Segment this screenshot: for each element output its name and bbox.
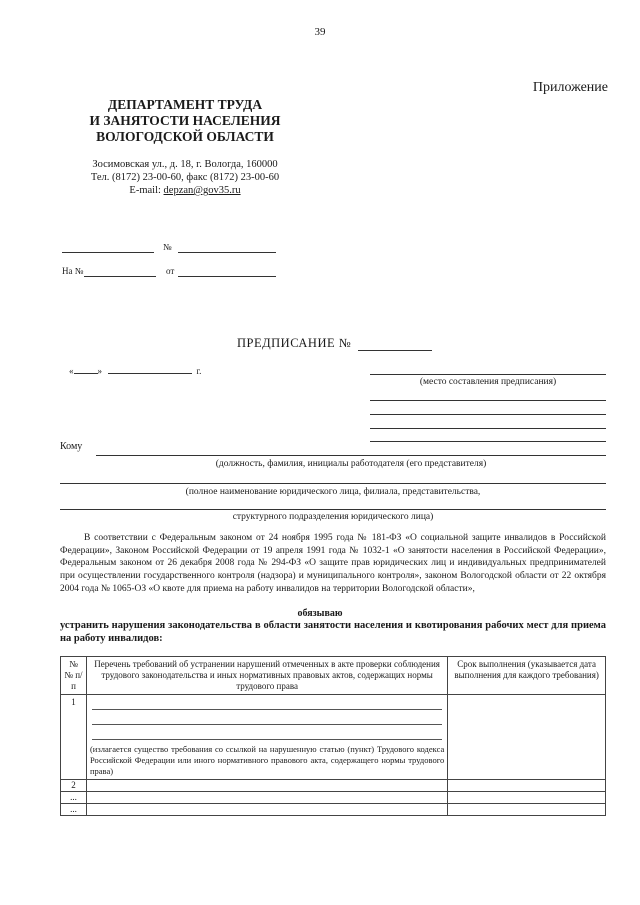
reply-from-date-field[interactable] bbox=[178, 276, 276, 277]
order-number-field[interactable] bbox=[358, 350, 432, 351]
department-name-line2: И ЗАНЯТОСТИ НАСЕЛЕНИЯ bbox=[89, 113, 281, 128]
row-number: 1 bbox=[61, 695, 87, 780]
table-row bbox=[61, 695, 606, 780]
recipient-field[interactable] bbox=[96, 455, 606, 456]
outgoing-number-label: № bbox=[163, 242, 172, 252]
department-name-line1: ДЕПАРТАМЕНТ ТРУДА bbox=[107, 97, 263, 112]
order-title: ПРЕДПИСАНИЕ № bbox=[237, 336, 352, 350]
year-suffix: г. bbox=[196, 366, 202, 376]
row-number: ... bbox=[61, 804, 87, 816]
place-extra-line-4[interactable] bbox=[370, 441, 606, 442]
deadline-cell[interactable] bbox=[448, 780, 606, 792]
department-address bbox=[60, 158, 310, 197]
phone-fax: Тел. (8172) 23-00-60, факс (8172) 23-00-60 bbox=[90, 172, 280, 183]
organization-unit-field[interactable] bbox=[60, 509, 606, 510]
obliges-label: обязываю bbox=[297, 608, 343, 619]
requirements-table bbox=[60, 656, 606, 816]
column-header-number: № № п/п bbox=[61, 657, 87, 695]
deadline-cell[interactable] bbox=[448, 804, 606, 816]
email-line bbox=[60, 184, 310, 197]
requirement-line-3[interactable] bbox=[92, 729, 442, 740]
column-header-requirements: Перечень требований об устранении нарушений отмеченных в акте проверки соблюдения трудового законодательства и иных нормативных правовых актов, содержащих нормы трудового права bbox=[86, 657, 447, 695]
legal-basis-paragraph: В соответствии с Федеральным законом от 24 ноября 1995 года № 181-ФЗ «О социальной защите инвалидов в Российской Федерации», Законом Российской Федерации от 19 апреля 1991 года № 1032-1 «О занятости населения в Российской Федерации», Федеральным законом от 26 декабря 2008 года № 294-ФЗ «О защите прав юридических лиц и индивидуальных предпринимателей при осуществлении государственного контроля (надзора) и муниципального контроля», законом Вологодской области от 22 октября 2004 года № 1065-ОЗ «О квоте для приема на работу инвалидов на территории Вологодской области», bbox=[60, 533, 606, 594]
street-address: Зосимовская ул., д. 18, г. Вологда, 160000 bbox=[92, 159, 278, 170]
row-number: 2 bbox=[61, 780, 87, 792]
place-caption: (место составления предписания) bbox=[419, 377, 557, 387]
order-date bbox=[69, 366, 201, 376]
place-extra-line-3[interactable] bbox=[370, 428, 606, 429]
table-row bbox=[61, 804, 606, 816]
email-label: E-mail: bbox=[129, 185, 164, 196]
recipient-caption: (должность, фамилия, инициалы работодателя (его представителя) bbox=[215, 459, 487, 469]
organization-caption: (полное наименование юридического лица, филиала, представительства, bbox=[185, 487, 481, 497]
department-name bbox=[60, 97, 310, 145]
appendix-label: Приложение bbox=[532, 80, 608, 95]
reply-from-label: от bbox=[166, 266, 175, 276]
outgoing-number-field[interactable] bbox=[178, 252, 276, 253]
organization-field[interactable] bbox=[60, 483, 606, 484]
month-field[interactable] bbox=[108, 373, 192, 374]
deadline-cell[interactable] bbox=[448, 792, 606, 804]
day-field[interactable] bbox=[74, 373, 98, 374]
department-name-line3: ВОЛОГОДСКОЙ ОБЛАСТИ bbox=[96, 129, 274, 144]
reply-to-label: На № bbox=[62, 266, 84, 276]
requirement-cell[interactable] bbox=[86, 792, 447, 804]
requirement-note: (излагается существо требования со ссылкой на нарушенную статью (пункт) Трудового кодекса Российской Федерации или иного нормативного правового акта, содержащего нормы трудового права) bbox=[89, 744, 445, 776]
table-row bbox=[61, 780, 606, 792]
requirement-cell[interactable] bbox=[86, 804, 447, 816]
table-header-row bbox=[61, 657, 606, 695]
reply-to-number-field[interactable] bbox=[84, 276, 156, 277]
date-open-quote: « bbox=[69, 366, 74, 376]
deadline-cell[interactable] bbox=[448, 695, 606, 780]
requirement-line-1[interactable] bbox=[92, 699, 442, 710]
requirement-cell[interactable] bbox=[86, 780, 447, 792]
table-row bbox=[61, 792, 606, 804]
place-extra-line-1[interactable] bbox=[370, 400, 606, 401]
date-close-quote: » bbox=[97, 366, 102, 376]
requirement-line-2[interactable] bbox=[92, 714, 442, 725]
requirement-statement: устранить нарушения законодательства в области занятости населения и квотирования рабочих мест для приема на работу инвалидов: bbox=[60, 620, 606, 644]
place-field[interactable] bbox=[370, 374, 606, 375]
to-label: Кому bbox=[60, 441, 83, 452]
organization-unit-caption: структурного подразделения юридического лица) bbox=[232, 512, 434, 522]
page-number: 39 bbox=[314, 26, 326, 38]
column-header-deadline: Срок выполнения (указывается дата выполнения для каждого требования) bbox=[448, 657, 606, 695]
row-number: ... bbox=[61, 792, 87, 804]
outgoing-date-field[interactable] bbox=[62, 252, 154, 253]
place-extra-line-2[interactable] bbox=[370, 414, 606, 415]
requirement-cell[interactable] bbox=[86, 695, 447, 780]
email-link[interactable]: depzan@gov35.ru bbox=[163, 185, 241, 196]
